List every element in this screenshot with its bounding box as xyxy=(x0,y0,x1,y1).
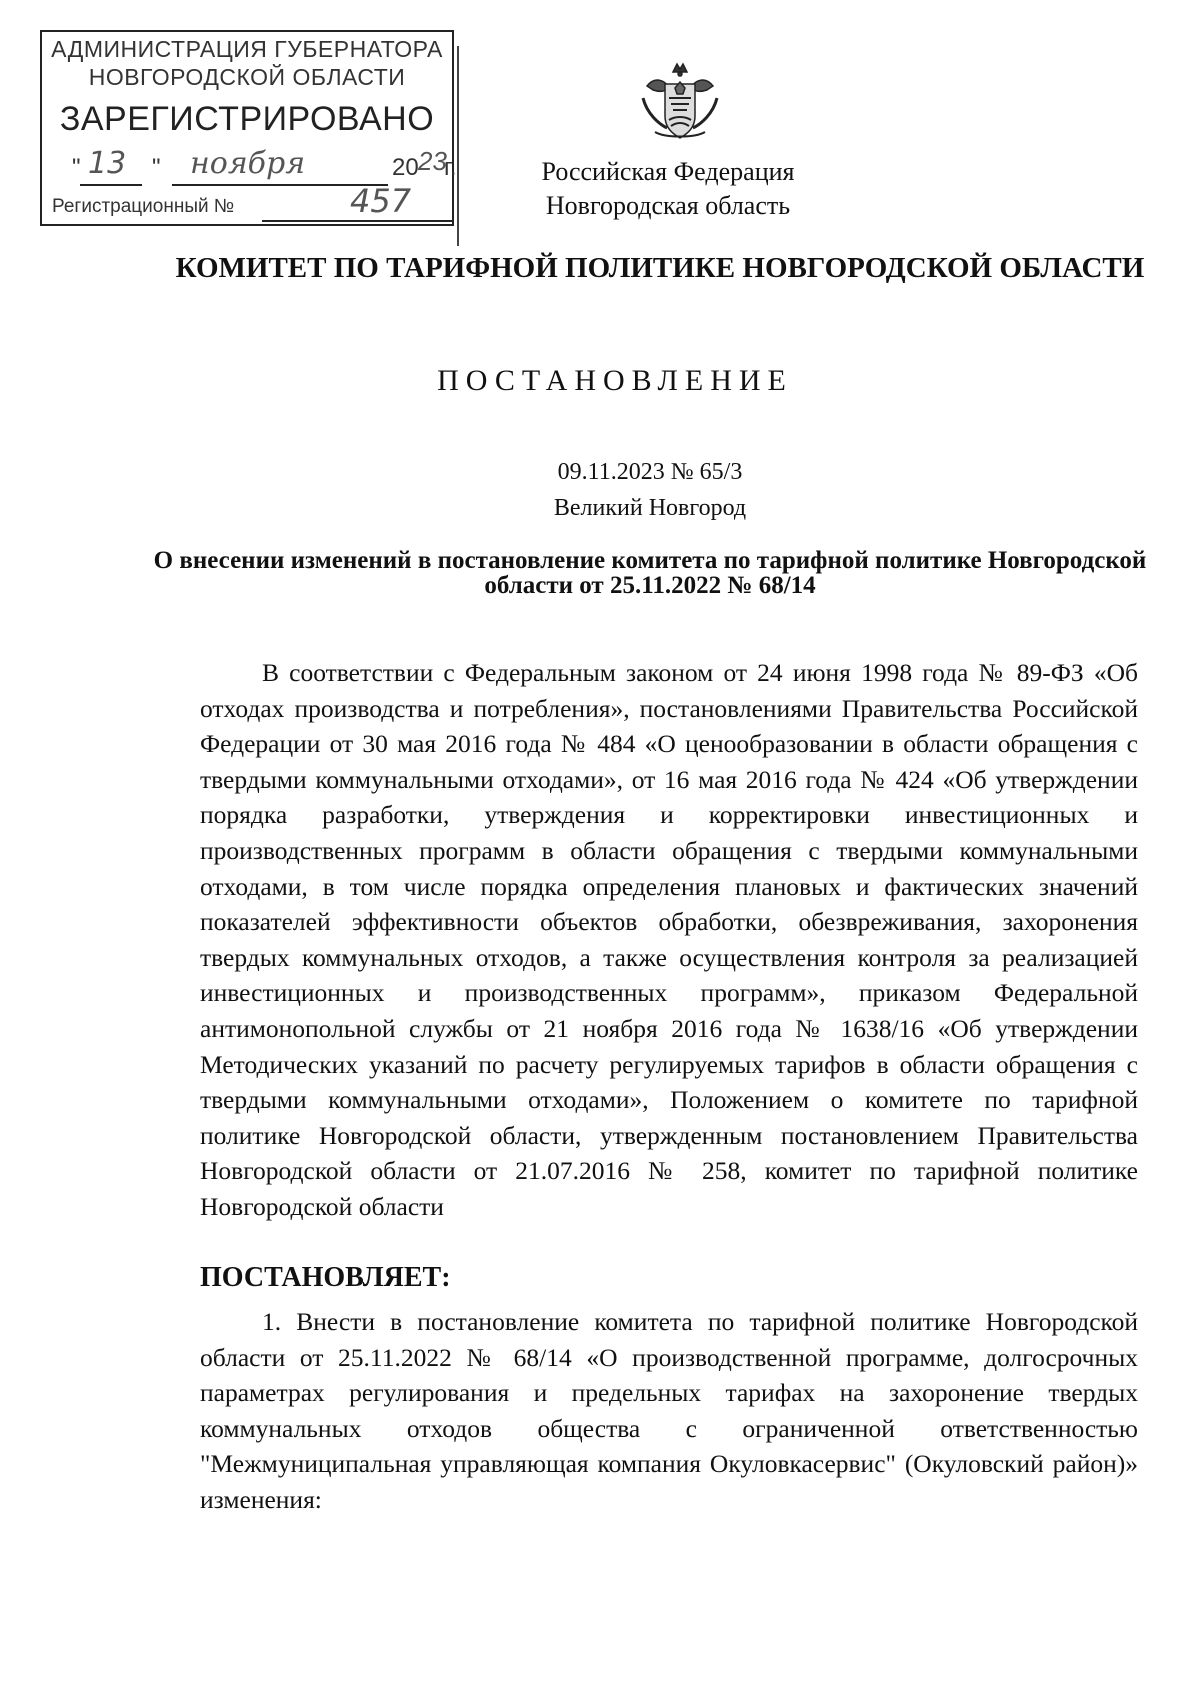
stamp-reg-number: 457 xyxy=(350,182,412,220)
stamp-date-year-suffix: г. xyxy=(444,154,457,181)
coat-of-arms-icon xyxy=(635,58,725,148)
stamp-org-line2: НОВГОРОДСКОЙ ОБЛАСТИ xyxy=(88,64,406,90)
stamp-reg-label: Регистрационный № xyxy=(52,196,235,217)
document-subject: О внесении изменений в постановление комитета по тарифной политике Новгородской области от 25.11.2022 № 68/14 xyxy=(153,547,1147,599)
document-date-number: 09.11.2023 № 65/3 xyxy=(557,459,743,485)
stamp-date-year: 23 xyxy=(418,146,447,176)
country-name: Российская Федерация xyxy=(541,157,795,186)
item-1-text: 1. Внести в постановление комитета по тарифной политике Новгородской области от 25.11.2022 № 68/14 «О производственной программе, долгосрочных параметрах регулирования и предельных тарифах на захоронение твердых коммунальных отходов общества с ограниченной ответственностью "Межмуниципальная управляющая компания Окуловкасервис" (Окуловский район)» изменения: xyxy=(200,1307,1138,1514)
region-name: Новгородская область xyxy=(545,191,791,220)
country-header xyxy=(518,155,818,223)
stamp-reg-underline xyxy=(262,220,452,222)
document-date-block xyxy=(500,454,800,526)
committee-title: КОМИТЕТ ПО ТАРИФНОЙ ПОЛИТИКЕ НОВГОРОДСКОЙ ОБЛАСТИ xyxy=(175,252,1145,284)
preamble-text: В соответствии с Федеральным законом от 24 июня 1998 года № 89-ФЗ «Об отходах производства и потребления», постановлениями Правительства Российской Федерации от 30 мая 2016 года № 484 «О ценообразовании в области обращения с твердыми коммунальными отходами», от 16 мая 2016 года № 424 «Об утверждении порядка разработки, утверждения и корректировки инвестиционных и производственных программ в области обращения с твердыми коммунальными отходами, в том числе порядка определения плановых и фактических значений показателей эффективности объектов обработки, обезвреживания, захоронения твердых коммунальных отходов, а также осуществления контроля за реализацией инвестиционных и производственных программ», приказом Федеральной антимонопольной службы от 21 ноября 2016 года № 1638/16 «Об утверждении Методических указаний по расчету регулируемых тарифов в области обращения с твердыми коммунальными отходами», Положением о комитете по тарифной политике Новгородской области, утвержденным постановлением Правительства Новгородской области от 21.07.2016 № 258, комитет по тарифной политике Новгородской области xyxy=(200,658,1138,1221)
document-type: ПОСТАНОВЛЕНИЕ xyxy=(437,364,793,397)
resolves-heading: ПОСТАНОВЛЯЕТ: xyxy=(200,1262,451,1293)
stamp-date-month: ноября xyxy=(190,146,306,181)
stamp-day-underline xyxy=(80,184,142,186)
preamble xyxy=(200,655,1138,1225)
document-city: Великий Новгород xyxy=(553,495,747,521)
stamp-date-year-prefix: 20 xyxy=(392,154,419,181)
stamp-quote-close: " xyxy=(152,154,161,181)
stamp-quote-open: " xyxy=(72,154,81,181)
stamp-date-day: 13 xyxy=(88,146,127,181)
item-1 xyxy=(200,1304,1138,1518)
registration-stamp xyxy=(40,30,457,226)
stamp-status: ЗАРЕГИСТРИРОВАНО xyxy=(59,100,435,138)
stamp-org-line1: АДМИНИСТРАЦИЯ ГУБЕРНАТОРА xyxy=(51,36,443,62)
stamp-edge-line xyxy=(457,46,459,246)
